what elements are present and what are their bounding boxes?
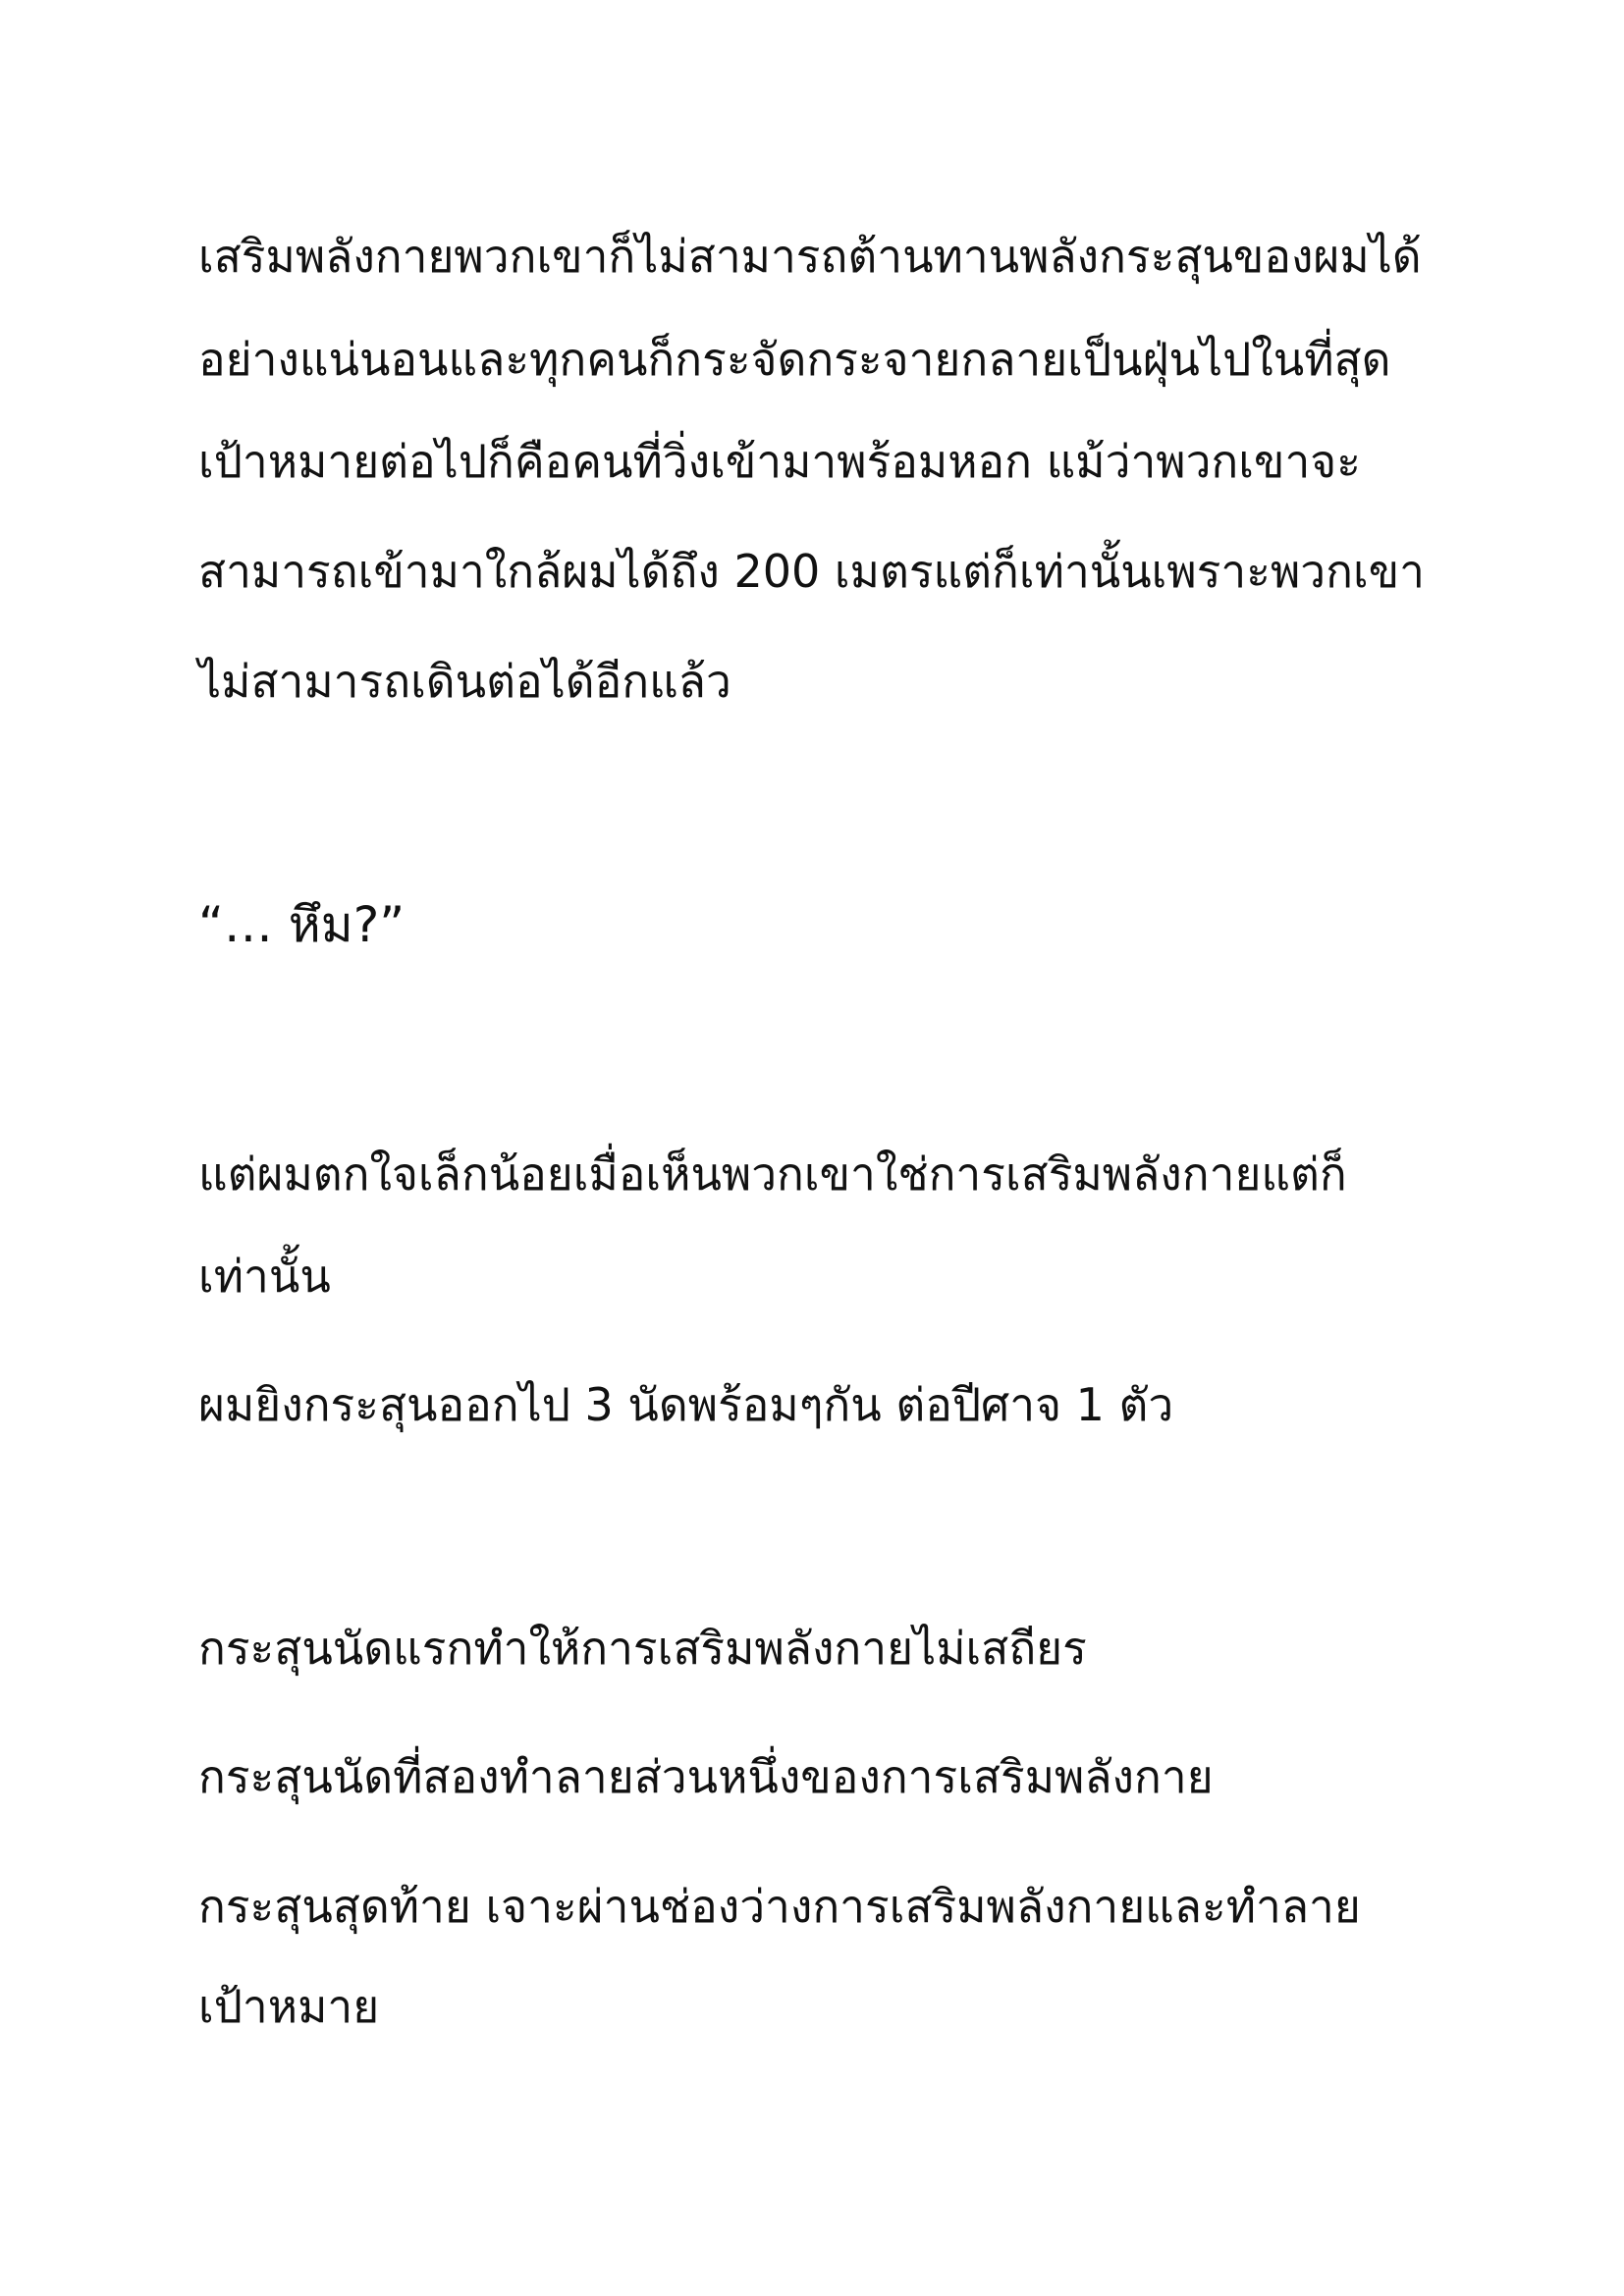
paragraph-7-line-2: เป้าหมาย	[198, 1980, 380, 2033]
paragraph-1-line-4: สามารถเข้ามาใกล้ผมได้ถึง 200 เมตรแต่ก็เท่านั้นเพราะพวกเขา	[198, 545, 1425, 598]
paragraph-1-line-5: ไม่สามารถเดินต่อได้อีกแล้ว	[198, 655, 731, 708]
paragraph-1-line-3: เป้าหมายต่อไปก็คือคนที่วิ่งเข้ามาพร้อมหอก แม้ว่าพวกเขาจะ	[198, 435, 1361, 488]
quote-line: “… หึม?”	[198, 896, 406, 953]
paragraph-1-line-2: อย่างแน่นอนและทุกคนก็กระจัดกระจายกลายเป็นฝุ่นไปในที่สุด	[198, 333, 1391, 386]
paragraph-1-line-1: เสริมพลังกายพวกเขาก็ไม่สามารถต้านทานพลังกระสุนของผมได้	[198, 230, 1422, 283]
paragraph-5-line-1: กระสุนนัดแรกทำให้การเสริมพลังกายไม่เสถียร	[198, 1622, 1087, 1675]
paragraph-6-line-1: กระสุนนัดที่สองทำลายส่วนหนึ่งของการเสริมพลังกาย	[198, 1750, 1214, 1803]
paragraph-3-line-2: เท่านั้น	[198, 1250, 331, 1303]
paragraph-3-line-1: แต่ผมตกใจเล็กน้อยเมื่อเห็นพวกเขาใช่การเสริมพลังกายแต่ก็	[198, 1148, 1347, 1201]
paragraph-7-line-1: กระสุนสุดท้าย เจาะผ่านช่องว่างการเสริมพลังกายและทำลาย	[198, 1880, 1361, 1933]
paragraph-4-line-1: ผมยิงกระสุนออกไป 3 นัดพร้อมๆกัน ต่อปีศาจ 1 ตัว	[198, 1378, 1174, 1431]
